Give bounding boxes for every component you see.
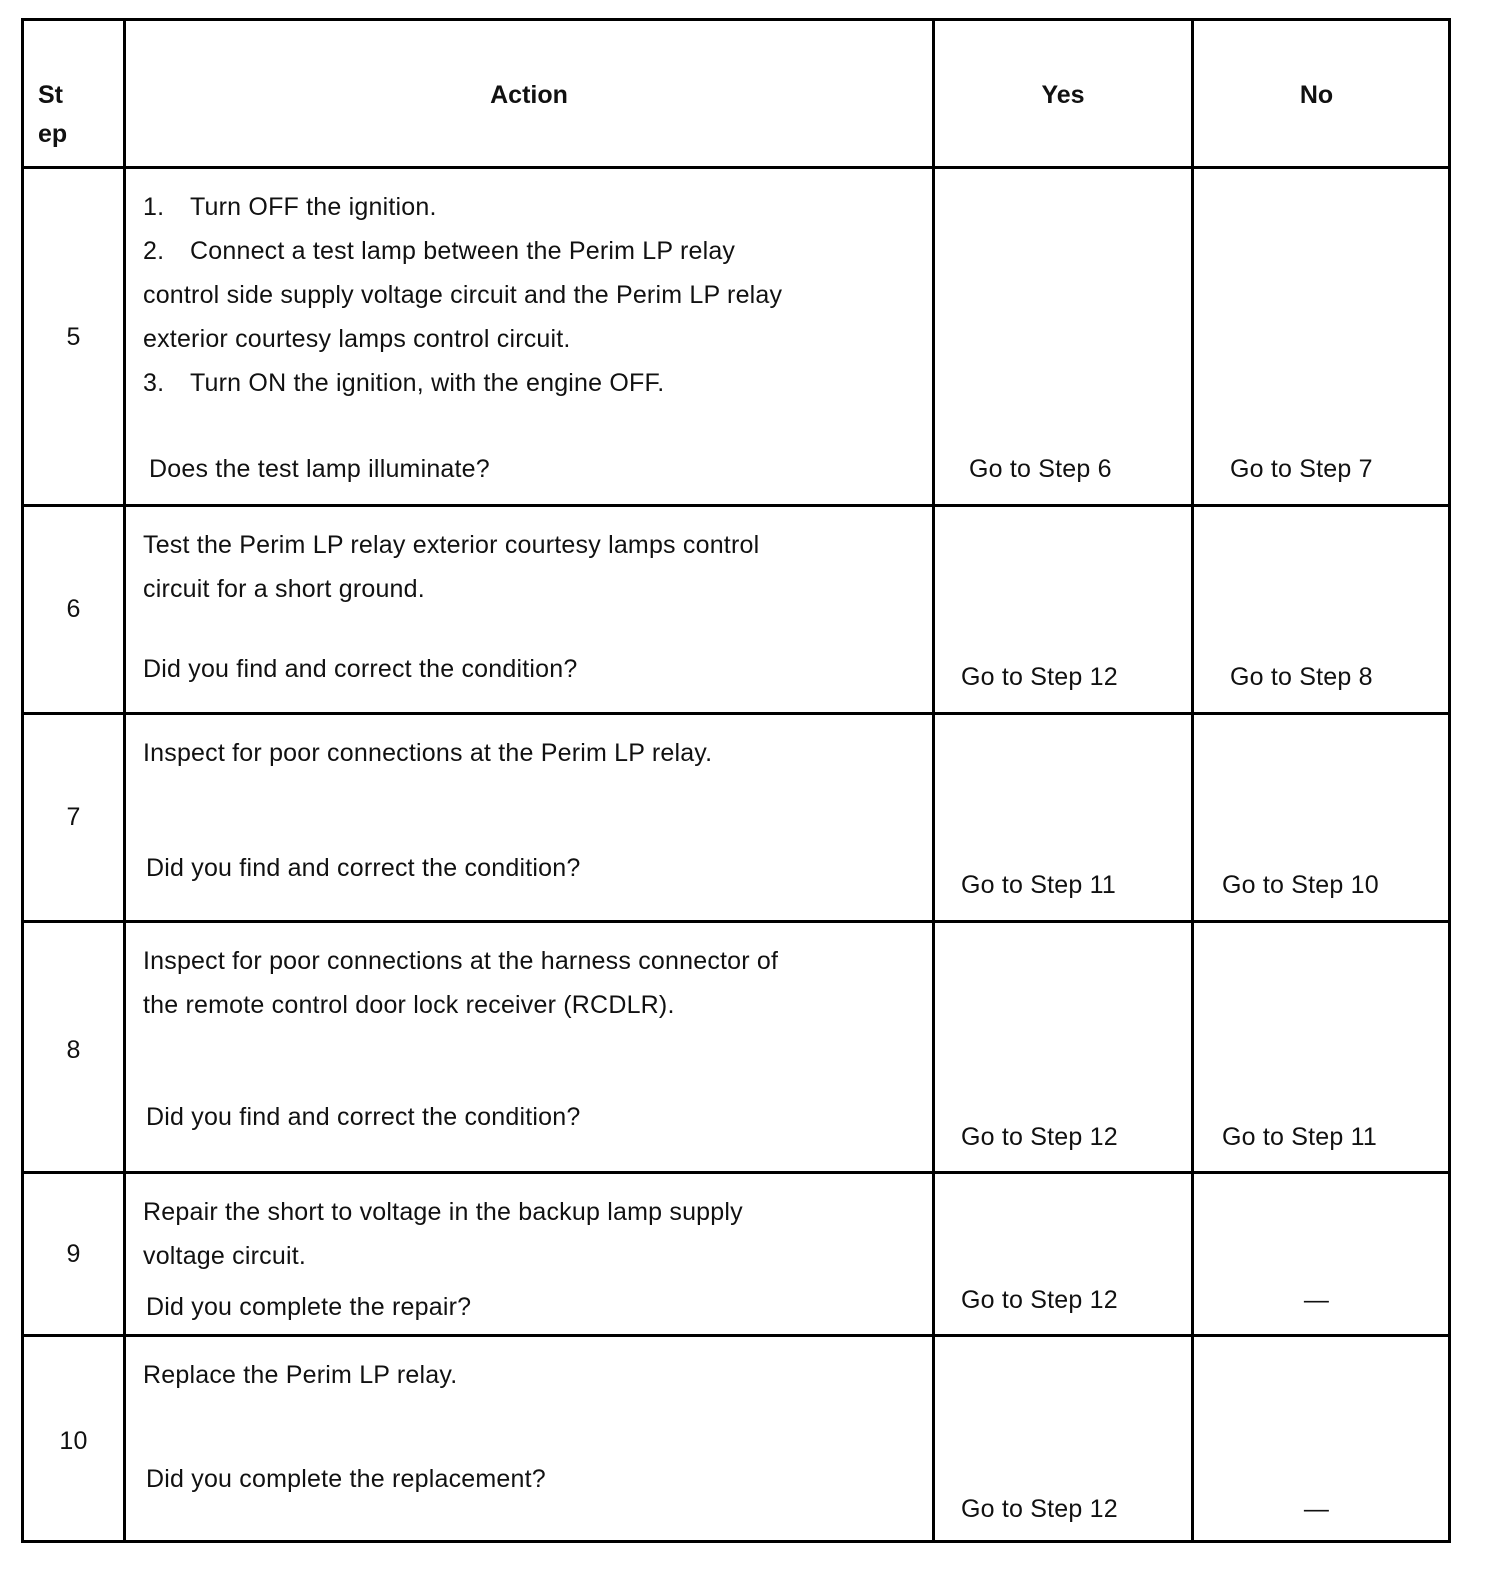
table-row	[24, 923, 1448, 1174]
action-question: Did you complete the replacement?	[146, 1465, 546, 1493]
yes-result: Go to Step 6	[969, 455, 1112, 483]
action-text: Test the Perim LP relay exterior courtesy lamps control circuit for a short ground.	[143, 531, 760, 603]
action-question: Did you find and correct the condition?	[143, 655, 578, 683]
column-divider	[1191, 169, 1194, 504]
list-item: 2. Connect a test lamp between the Perim LP relay	[143, 237, 736, 265]
table-row	[24, 1337, 1448, 1543]
header-step: St ep	[38, 81, 68, 148]
step-number: 10	[59, 1427, 88, 1455]
list-item: control side supply voltage circuit and the Perim LP relay	[143, 281, 783, 309]
no-result: —	[1303, 1286, 1330, 1314]
column-divider	[123, 1337, 126, 1543]
action-text: Inspect for poor connections at the harness connector of the remote control door lock receiver (RCDLR).	[143, 947, 779, 1019]
column-divider	[123, 1174, 126, 1334]
step-number: 9	[66, 1240, 81, 1268]
action-question: Did you find and correct the condition?	[146, 854, 581, 882]
action-text: Inspect for poor connections at the Perim LP relay.	[143, 739, 713, 767]
column-divider	[932, 1337, 935, 1543]
column-divider	[123, 923, 126, 1171]
column-divider	[932, 715, 935, 920]
table-row	[24, 507, 1448, 715]
column-divider	[932, 1174, 935, 1334]
yes-result: Go to Step 11	[961, 871, 1117, 899]
column-divider	[123, 715, 126, 920]
yes-result: Go to Step 12	[961, 1123, 1118, 1151]
action-question: Does the test lamp illuminate?	[149, 455, 490, 483]
list-item: 3. Turn ON the ignition, with the engine OFF.	[143, 369, 665, 397]
action-text: Repair the short to voltage in the backup lamp supply voltage circuit.	[143, 1198, 743, 1270]
table-row	[24, 715, 1448, 923]
yes-result: Go to Step 12	[961, 663, 1118, 691]
action-question: Did you complete the repair?	[146, 1293, 472, 1321]
header-action: Action	[490, 81, 568, 109]
yes-result: Go to Step 12	[961, 1286, 1118, 1314]
column-divider	[123, 169, 126, 504]
column-divider	[932, 507, 935, 712]
diagnostic-table	[21, 18, 1451, 1543]
no-result: Go to Step 10	[1222, 871, 1379, 899]
table-row	[24, 169, 1448, 507]
no-result: —	[1303, 1495, 1330, 1523]
step-number: 7	[66, 803, 81, 831]
no-result: Go to Step 8	[1230, 663, 1373, 691]
no-result: Go to Step 11	[1222, 1123, 1378, 1151]
action-question: Did you find and correct the condition?	[146, 1103, 581, 1131]
column-divider	[932, 923, 935, 1171]
column-divider	[1191, 715, 1194, 920]
column-divider	[1191, 923, 1194, 1171]
step-number: 5	[66, 323, 81, 351]
column-divider	[932, 169, 935, 504]
column-divider	[1191, 507, 1194, 712]
header-no: No	[1299, 81, 1334, 109]
no-result: Go to Step 7	[1230, 455, 1373, 483]
step-number: 6	[66, 595, 81, 623]
column-divider	[123, 507, 126, 712]
table-header-row	[24, 21, 1448, 169]
step-number: 8	[66, 1036, 81, 1064]
list-item: 1. Turn OFF the ignition.	[143, 193, 437, 221]
yes-result: Go to Step 12	[961, 1495, 1118, 1523]
header-yes: Yes	[1041, 81, 1085, 109]
table-row	[24, 1174, 1448, 1337]
action-steps	[143, 185, 782, 405]
list-item: exterior courtesy lamps control circuit.	[143, 325, 571, 353]
action-text: Replace the Perim LP relay.	[143, 1361, 458, 1389]
